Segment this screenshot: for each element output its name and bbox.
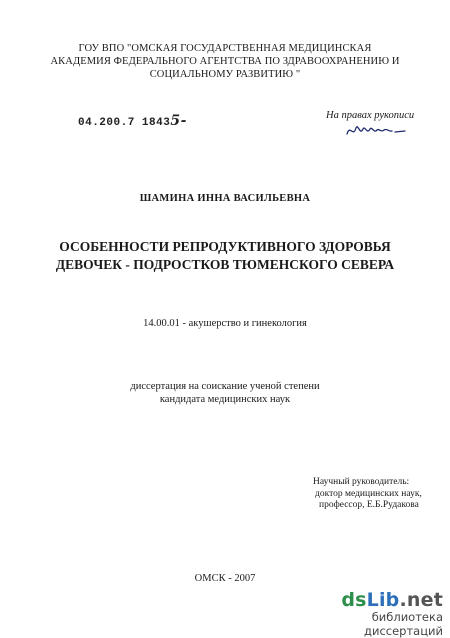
stamp-handwritten: 5- [170,113,187,129]
dslib-tagline: библиотека диссертаций [364,610,443,638]
signature-icon [345,120,415,142]
registration-stamp [78,113,187,129]
logo-part-ds: ds [341,589,367,611]
supervisor-label: Научный руководитель: [313,477,410,487]
logo-part-lib: Lib [366,589,400,611]
dslib-watermark[interactable] [318,590,443,638]
title-line-1: ОСОБЕННОСТИ РЕПРОДУКТИВНОГО ЗДОРОВЬЯ [59,239,391,254]
supervisor-line-1: доктор медицинских наук, [315,488,422,499]
stamp-number: 04.200.7 1843 [78,117,171,129]
dissertation-title [0,238,450,274]
logo-part-net: .net [399,589,443,611]
title-line-2: ДЕВОЧЕК - ПОДРОСТКОВ ТЮМЕНСКОГО СЕВЕРА [55,257,395,272]
city-year: ОМСК - 2007 [194,573,256,584]
dslib-logo[interactable] [318,590,443,610]
degree-statement [0,381,450,406]
specialty-code: 14.00.01 - акушерство и гинекология [143,318,307,329]
manuscript-rights: На правах рукописи [326,110,415,121]
supervisor-line-2: профессор, Е.Б.Рудакова [319,500,419,510]
header-line-2: АКАДЕМИЯ ФЕДЕРАЛЬНОГО АГЕНТСТВА ПО ЗДРАВООХРАНЕНИЮ И [50,56,400,67]
scientific-supervisor [313,477,422,512]
author-name: ШАМИНА ИННА ВАСИЛЬЕВНА [139,193,311,204]
degree-line-2: кандидата медицинских наук [159,393,291,405]
header-line-3: СОЦИАЛЬНОМУ РАЗВИТИЮ " [149,69,301,80]
institution-header [0,42,450,81]
header-line-1: ГОУ ВПО "ОМСКАЯ ГОСУДАРСТВЕННАЯ МЕДИЦИНСКАЯ [78,43,372,54]
degree-line-1: диссертация на соискание ученой степени [130,381,320,392]
